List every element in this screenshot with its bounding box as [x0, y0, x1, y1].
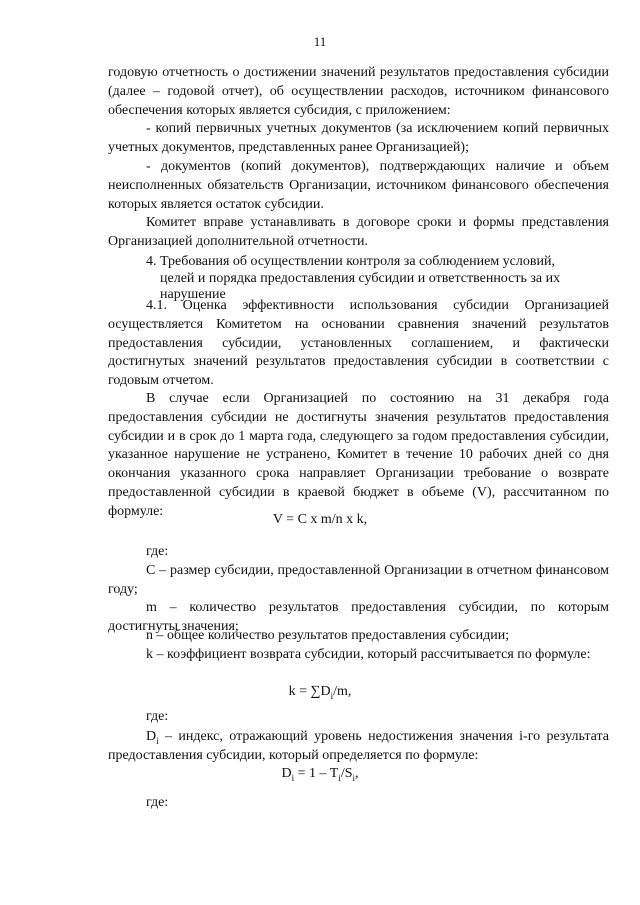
definition-n: n – общее количество результатов предоставления субсидии; [146, 628, 510, 643]
paragraph-primary-documents: - копий первичных учетных документов (за исключением копий первичных учетных документов, представленных ранее Организацией); [108, 121, 609, 155]
section-heading-line2: целей и порядка предоставления субсидии и ответственность за их нарушение [160, 270, 561, 302]
paragraph-annual-report: годовую отчетность о достижении значений результатов предоставления субсидии (далее – годовой отчет), об осуществлении расходов, источником финансового обеспечения которых является субсидия, с приложением: [108, 65, 609, 118]
formula-k: $k = \sum D_i/m$, [288, 684, 352, 701]
page-number: 11 [313, 34, 327, 49]
definition-c: C – размер субсидии, предоставленной Организации в отчетном финансовом году; [108, 563, 609, 597]
paragraph-return-requirement: В случае если Организацией по состоянию на 31 декабря года предоставления субсидии не достигнуты значения результатов предоставления субсидии и в срок до 1 марта года, следующего за годом предоставления субсидии, указанное нарушение не устранено, Комитет в течение 10 рабочих дней со дня окончания указанного срока направляет Организации требование о возврате предоставленной субсидии в краевой бюджет в объеме (V), рассчитанном по формуле: [108, 391, 609, 519]
section-heading-line1: 4. Требования об осуществлении контроля за соблюдением условий, [146, 254, 555, 269]
formula-v: V = C x m/n x k, [272, 512, 368, 527]
paragraph-obligation-documents: - документов (копий документов), подтверждающих наличие и объем неисполненных обязательств Организации, источником финансового обеспечения которых является остаток субсидии. [108, 159, 609, 212]
where-label-3: где: [146, 795, 169, 810]
where-label-2: где: [146, 709, 169, 724]
paragraph-additional-reporting: Комитет вправе устанавливать в договоре сроки и формы представления Организацией дополнительной отчетности. [108, 215, 609, 249]
formula-d: $D_i = 1 - T_i/S_i$, [281, 766, 359, 783]
definition-k: k – коэффициент возврата субсидии, который рассчитывается по формуле: [146, 647, 591, 662]
where-label-1: где: [146, 544, 169, 559]
definition-d: $D_i$ – индекс, отражающий уровень недостижения значения i-го результата предоставления субсидии, который определяется по формуле: [108, 729, 609, 763]
definition-m: m – количество результатов предоставления субсидии, по которым достигнуты значения; [108, 600, 609, 634]
paragraph-4-1: 4.1. Оценка эффективности использования субсидии Организацией осуществляется Комитетом на основании сравнения значений результатов предоставления субсидии, установленных соглашением, и фактически достигнутых значений результатов предоставления субсидии в соответствии с годовым отчетом. [108, 298, 609, 389]
